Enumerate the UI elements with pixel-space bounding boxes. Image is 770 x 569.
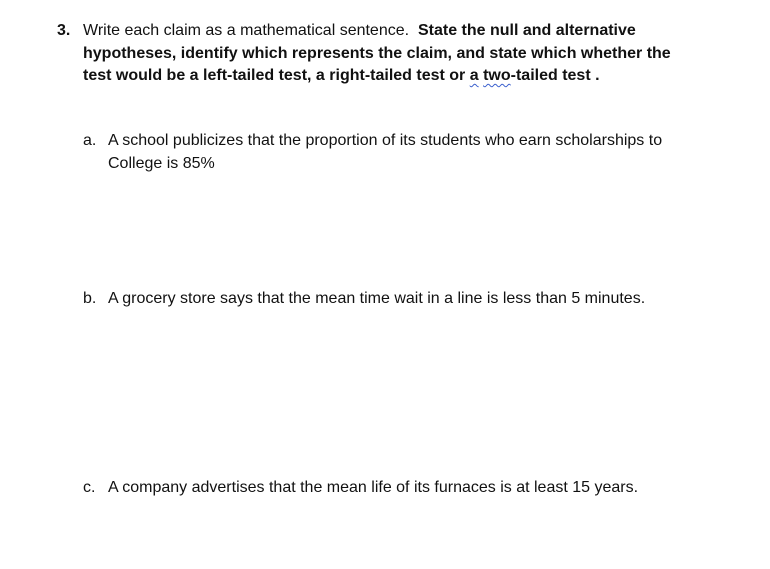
list-text-b: A grocery store says that the mean time wait in a line is less than 5 minutes. — [108, 290, 646, 307]
spellcheck-flag-a[interactable]: a — [469, 67, 479, 84]
list-text-a: A school publicizes that the proportion of its students who earn scholarships to College is 85% — [108, 132, 663, 172]
list-item-b — [83, 288, 683, 311]
list-text-c: A company advertises that the mean life of its furnaces is at least 15 years. — [108, 479, 639, 496]
question-intro: Write each claim as a mathematical sentence. — [83, 22, 410, 39]
question-number: 3. — [57, 22, 71, 39]
instructions-main: State the null and alternative hypotheses, identify which represents the claim, and state which whether the test would be a left-tailed test, a right-tailed test or — [83, 22, 671, 84]
instructions-end: -tailed test . — [510, 67, 600, 84]
list-item-a — [83, 130, 683, 175]
list-marker-a: a. — [83, 132, 97, 149]
list-item-c — [83, 477, 683, 500]
list-marker-b: b. — [83, 290, 97, 307]
spellcheck-flag-two[interactable]: two — [483, 67, 511, 84]
list-marker-c: c. — [83, 479, 96, 496]
question-text — [83, 20, 693, 88]
